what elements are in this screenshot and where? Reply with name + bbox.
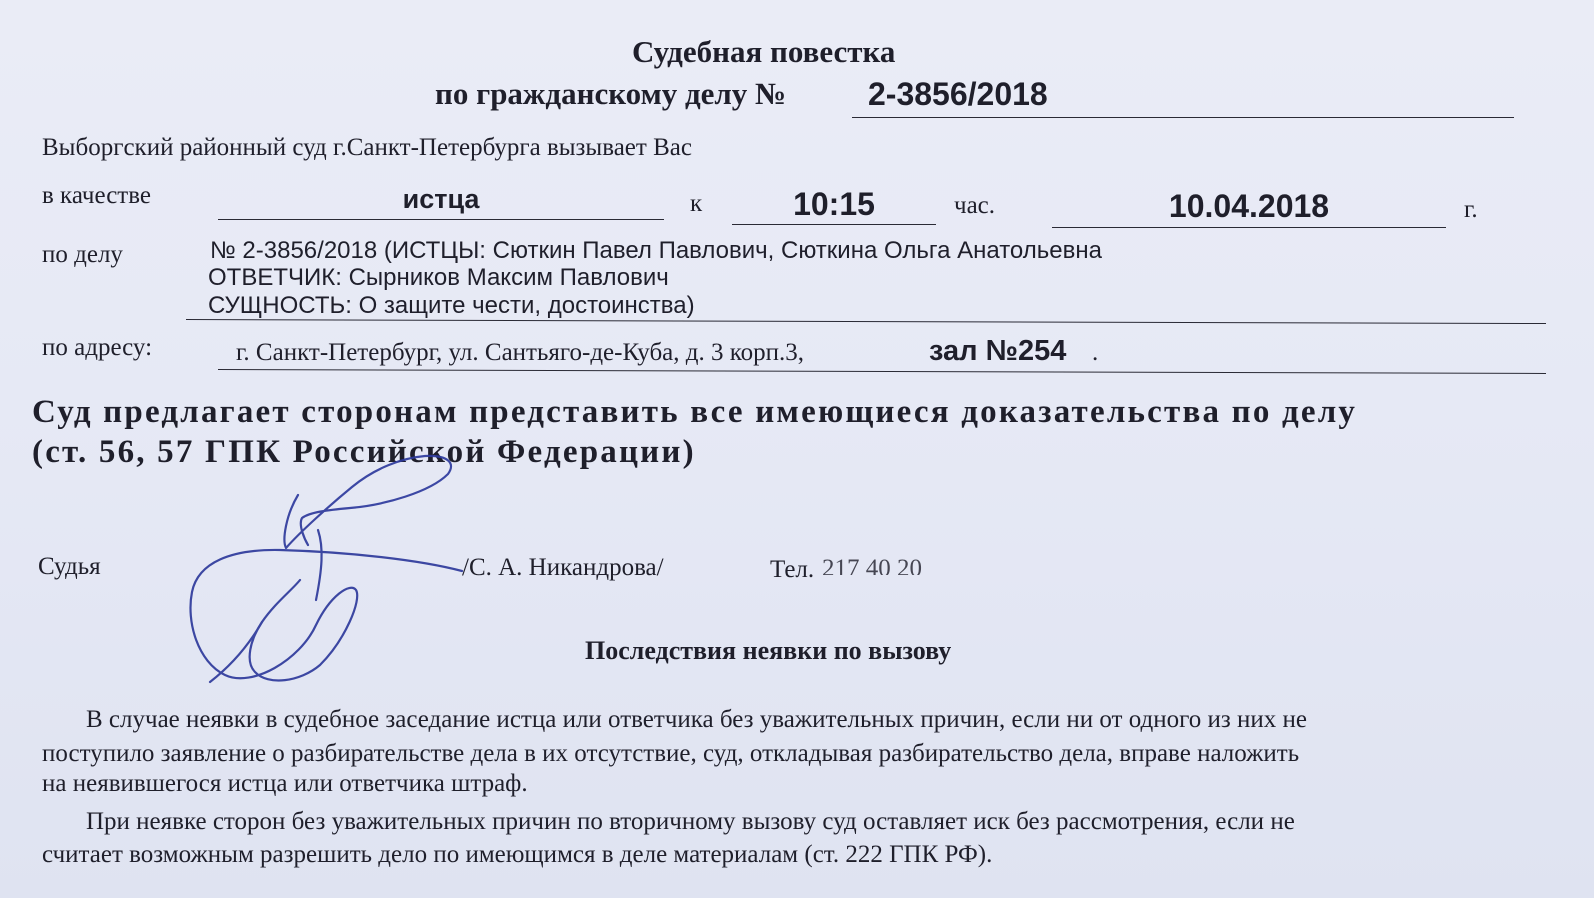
judge-name: /С. А. Никандрова/ <box>462 554 664 581</box>
date-underline <box>1052 227 1446 228</box>
document-title: Судебная повестка <box>632 34 896 69</box>
address-value: г. Санкт-Петербург, ул. Сантьяго-де-Куба, д. 3 корп.3, <box>236 339 804 366</box>
date-value: 10.04.2018 <box>1168 188 1330 224</box>
document-subtitle: по гражданскому делу № <box>435 76 787 111</box>
case-number: 2-3856/2018 <box>868 76 1048 112</box>
time-prefix: к <box>690 190 703 217</box>
capacity-label: в качестве <box>42 182 151 209</box>
consequences-heading: Последствия неявки по вызову <box>585 636 952 665</box>
time-suffix: час. <box>954 192 996 219</box>
phone-label: Тел. <box>770 556 815 583</box>
court-text: Выборгский районный суд г.Санкт-Петербурга вызывает Вас <box>42 134 692 161</box>
time-value: 10:15 <box>793 186 875 222</box>
consequences-p1-line2: поступило заявление о разбирательстве дела в их отсутствие, суд, откладывая разбирательство дела, вправе наложить <box>42 740 1300 767</box>
time-underline <box>732 224 936 225</box>
hall-dot: . <box>1092 339 1099 366</box>
judge-label: Судья <box>38 553 101 580</box>
case-number-underline <box>852 117 1514 118</box>
case-label: по делу <box>42 241 123 268</box>
capacity-underline <box>218 219 664 220</box>
consequences-p1-line3: на неявившегося истца или ответчика штраф. <box>42 770 528 797</box>
address-underline <box>218 369 1546 374</box>
hall-number: зал №254 <box>929 335 1067 367</box>
consequences-p2-line1: При неявке сторон без уважительных причин по вторичному вызову суд оставляет иск без рассмотрения, если не <box>86 808 1295 835</box>
capacity-value: истца <box>402 184 480 214</box>
case-details-line1: № 2-3856/2018 (ИСТЦЫ: Сюткин Павел Павлович, Сюткина Ольга Анатольевна <box>210 237 1102 264</box>
case-details-line2: ОТВЕТЧИК: Сырников Максим Павлович <box>208 264 669 291</box>
evidence-notice-line2: (ст. 56, 57 ГПК Российской Федерации) <box>32 434 696 470</box>
address-label: по адресу: <box>42 334 153 361</box>
evidence-notice-line1: Суд предлагает сторонам представить все имеющиеся доказательства по делу <box>32 394 1358 430</box>
consequences-p1-line1: В случае неявки в судебное заседание истца или ответчика без уважительных причин, если ни от одного из них не <box>86 706 1307 733</box>
case-details-underline <box>186 319 1546 324</box>
date-suffix: г. <box>1464 196 1478 223</box>
consequences-p2-line2: считает возможным разрешить дело по имеющимся в деле материалам (ст. 222 ГПК РФ). <box>42 841 993 868</box>
case-details-line3: СУЩНОСТЬ: О защите чести, достоинства) <box>208 292 695 319</box>
phone-number-partial: 217 40 20 <box>822 555 922 575</box>
